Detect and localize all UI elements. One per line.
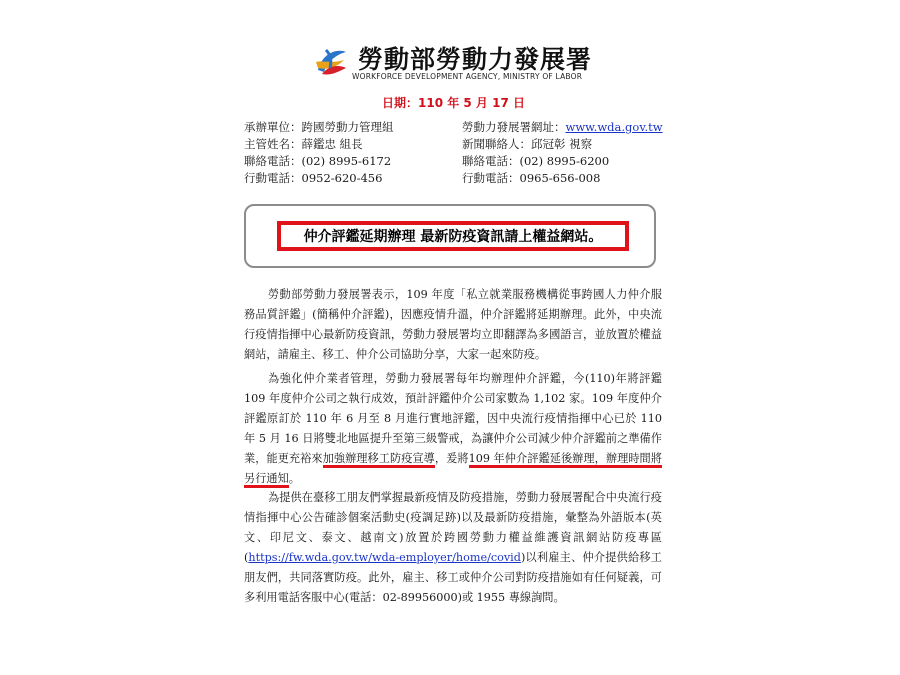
contact-left-column (244, 119, 394, 187)
paragraph-2-text-a: 為強化仲介業者管理，勞動力發展署每年均辦理仲介評鑑，今(110)年將評鑑 109 年度仲介公司之執行成效，預計評鑑仲介公司家數為 1,102 家。109 年度仲介評鑑原訂於 110 年 6 月至 8 月進行實地評鑑，因中央流行疫情指揮中心已於 110 年 5 月 16 日將雙北地區提升至第三級警戒，為讓仲介公司減少仲介評鑑前之準備作業，能更充裕來 (244, 372, 662, 465)
highlight-epidemic-promotion: 加強辦理移工防疫宣導 (323, 452, 435, 468)
paragraph-2-text-b: ，爰將 (434, 452, 469, 465)
paragraph-3-text-a: 為提供在臺移工朋友們掌握最新疫情及防疫措施，勞動力發展署配合中央流行疫情指揮中心公告確診個案活動史(疫調足跡)以及最新防疫措施，彙整為外語版本(英文、印尼文、泰文、越南文)放置於跨國勞動力權益維護資訊網站防疫專區( (244, 491, 662, 564)
release-date: 日期：110 年 5 月 17 日 (382, 96, 525, 110)
press-contact-mobile: 行動電話：0965-656-008 (462, 171, 601, 185)
contact-unit: 承辦單位：跨國勞動力管理組 (244, 120, 394, 134)
contact-phone: 聯絡電話：(02) 8995-6172 (244, 154, 392, 168)
covid-info-link[interactable]: https://fw.wda.gov.tw/wda-employer/home/covid (248, 551, 521, 564)
agency-name: 勞動部勞動力發展署 (358, 45, 593, 74)
website-label: 勞動力發展署網址： (462, 120, 566, 134)
paragraph-3 (244, 488, 662, 608)
paragraph-2 (244, 369, 662, 489)
paragraph-2-text-c: 。 (288, 472, 300, 485)
contact-supervisor: 主管姓名：薛鑑忠 組長 (244, 137, 363, 151)
website-link[interactable]: www.wda.gov.tw (565, 120, 663, 134)
paragraph-1: 勞動部勞動力發展署表示，109 年度「私立就業服務機構從事跨國人力仲介服務品質評鑑」(簡稱仲介評鑑)，因應疫情升溫，仲介評鑑將延期辦理。此外，中央流行疫情指揮中心最新防疫資訊，勞動力發展署均立即翻譯為多國語言，並放置於權益網站，請雇主、移工、仲介公司協助分享，大家一起來防疫。 (244, 288, 662, 361)
contact-right-column (462, 119, 663, 187)
highlight-evaluation-postponed: 109 年仲介評鑑延後辦理，辦理時間將另行通知 (244, 452, 662, 488)
contact-mobile: 行動電話：0952-620-456 (244, 171, 383, 185)
press-contact: 新聞聯絡人：邱冠彰 視察 (462, 137, 593, 151)
press-contact-phone: 聯絡電話：(02) 8995-6200 (462, 154, 610, 168)
agency-name-english: WORKFORCE DEVELOPMENT AGENCY, MINISTRY OF LABOR (352, 72, 583, 81)
agency-logo-icon (310, 40, 352, 82)
website-line (462, 119, 663, 136)
headline: 仲介評鑑延期辦理 最新防疫資訊請上權益網站。 (277, 221, 629, 251)
paragraph-3-text-b: )以利雇主、仲介提供給移工朋友們，共同落實防疫。此外，雇主、移工或仲介公司對防疫措施如有任何疑義，可多利用電話客服中心(電話：02-89956000)或 1955 專線詢問。 (244, 551, 662, 604)
